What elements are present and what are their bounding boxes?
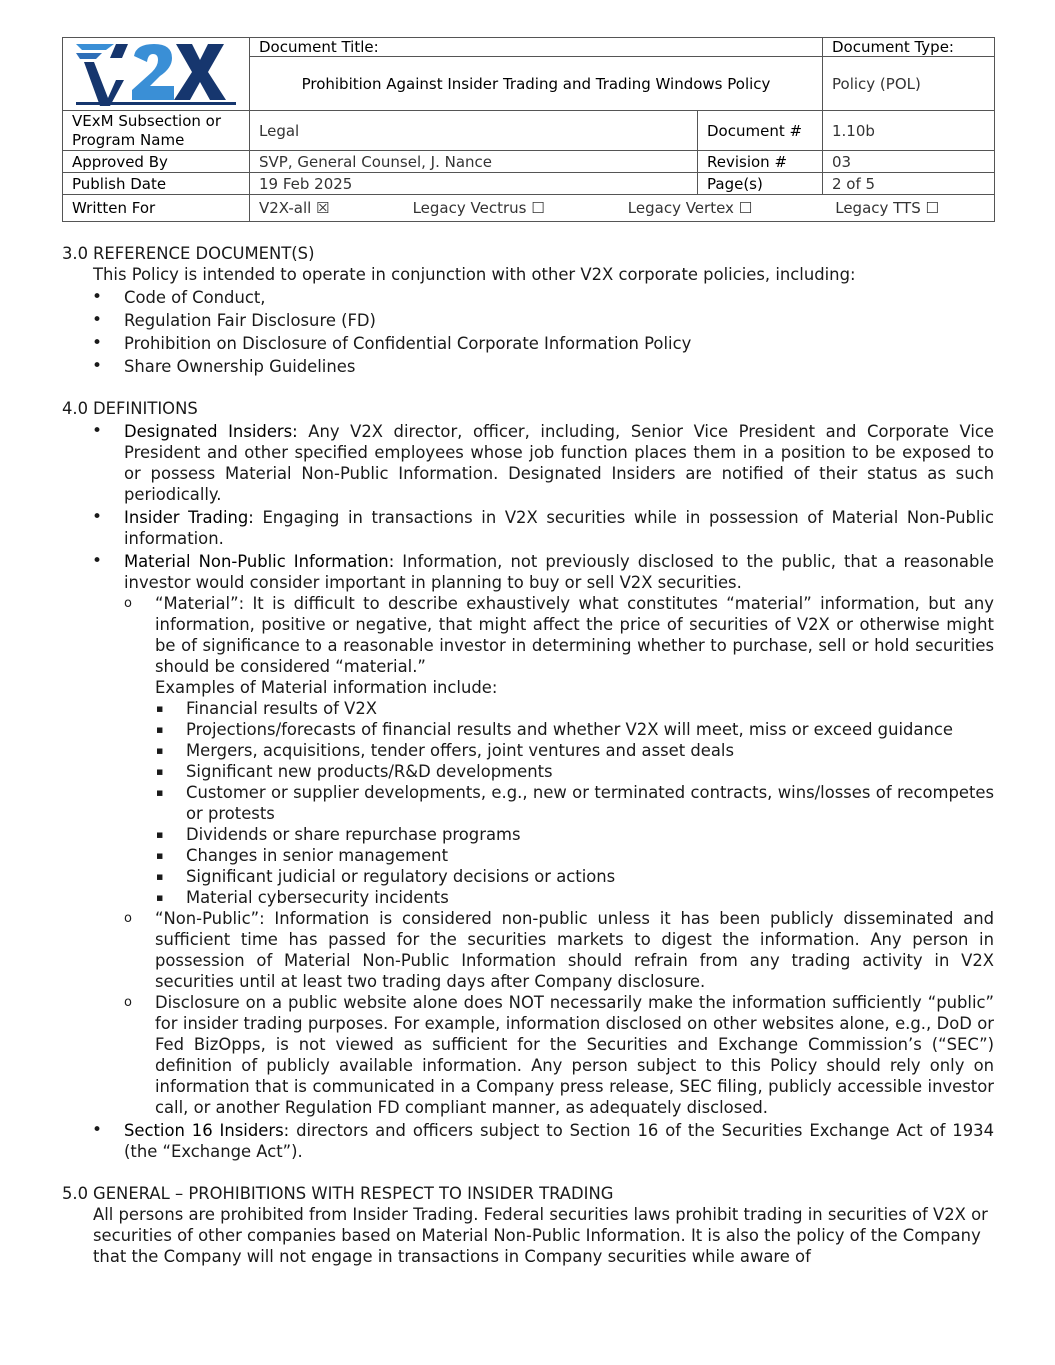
revision: 03: [823, 151, 995, 173]
revision-label: Revision #: [698, 151, 823, 173]
list-item: • Code of Conduct,: [124, 287, 994, 308]
reference-list: [62, 287, 994, 377]
doc-num-label: Document #: [698, 111, 823, 151]
pages-label: Page(s): [698, 173, 823, 195]
section-3-heading: 3.0 REFERENCE DOCUMENT(S): [62, 244, 315, 263]
written-for-legacy-tts: Legacy TTS ☐: [835, 199, 939, 217]
section-5-body: All persons are prohibited from Insider Trading. Federal securities laws prohibit trading in securities of V2X or securities of other companies based on Material Non-Public Information. It is also the policy of the Company that the Company will not engage in transactions in Company securities while aware of: [93, 1205, 988, 1266]
section-3-intro: This Policy is intended to operate in conjunction with other V2X corporate policies, including:: [93, 265, 856, 284]
document-body: [62, 243, 994, 1267]
doc-num: 1.10b: [823, 111, 995, 151]
v2x-logo: [76, 42, 236, 106]
subsection: Legal: [250, 111, 698, 151]
section-4-heading: 4.0 DEFINITIONS: [62, 399, 198, 418]
written-for-v2x-all: V2X-all ☒: [259, 199, 330, 217]
subsection-label: VExM Subsection or Program Name: [63, 111, 250, 151]
written-for-legacy-vectrus: Legacy Vectrus ☐: [412, 199, 545, 217]
doc-title-label: Document Title:: [250, 38, 823, 57]
list-item: ▪ Customer or supplier developments, e.g., new or terminated contracts, wins/losses of recompetes or protests: [186, 782, 994, 824]
list-item: ▪ Material cybersecurity incidents: [186, 887, 994, 908]
section-5-heading: 5.0 GENERAL – PROHIBITIONS WITH RESPECT TO INSIDER TRADING: [62, 1184, 614, 1203]
list-item: ▪ Projections/forecasts of financial results and whether V2X will meet, miss or exceed guidance: [186, 719, 994, 740]
written-for-options: [250, 195, 995, 222]
definition-mnpi: • Material Non-Public Information: Information, not previously disclosed to the public, that a reasonable investor would consider important in planning to buy or sell V2X securities. o “Material”: It is difficult to describe exhaustively what constitutes “material” information, but any information, positive or negative, that might affect the price of securities of V2X or otherwise might be of significance to a reasonable investor in determining whether to purchase, sell or hold securities should be considered “material.” Examples of Material information include: ▪ Financial results of V2X ▪ Projections/forecasts of financial results and whether V2X will meet, miss or exceed guidance ▪ Mergers, acquisitions, tender offers, joint ventures and asset deals ▪ Significant new products/R&D developments ▪ Customer or supplier developments, e.g., new or terminated contracts, wins/losses of recompetes or protests ▪ Dividends or share repurchase programs ▪ Changes in senior management ▪ Significant judicial or regulatory decisions or actions ▪ Material cybersecurity incidents o “Non-Public”: Information is considered non-public unless it has been publicly disseminated and sufficient time has passed for the securities markets to digest the information. Any person in possession of Material Non-Public Information should refrain from any trading activity in V2X securities until at least two trading days after Company disclosure. o Disclosure on a public website alone does NOT necessarily make the information sufficiently “public” for insider trading purposes. For example, information disclosed on other websites alone, e.g., DoD or Fed BizOpps, is not viewed as sufficient for the Securities and Exchange Commission’s (“SEC”) definition of publicly available information. Any person subject to this Policy should rely only on information that is communicated in a Company press release, SEC filing, publicly accessible investor call, or another Regulation FD compliant manner, as adequately disclosed.: [124, 551, 994, 1118]
definition-section-16-insiders: • Section 16 Insiders: directors and officers subject to Section 16 of the Securities Exchange Act of 1934 (the “Exchange Act”).: [124, 1120, 994, 1162]
logo-cell: [63, 38, 250, 111]
publish-label: Publish Date: [63, 173, 250, 195]
doc-type-label: Document Type:: [823, 38, 995, 57]
list-item: • Share Ownership Guidelines: [124, 356, 994, 377]
material-item: o “Material”: It is difficult to describe exhaustively what constitutes “material” information, but any information, positive or negative, that might affect the price of securities of V2X or otherwise might be of significance to a reasonable investor in determining whether to purchase, sell or hold securities should be considered “material.” Examples of Material information include: ▪ Financial results of V2X ▪ Projections/forecasts of financial results and whether V2X will meet, miss or exceed guidance ▪ Mergers, acquisitions, tender offers, joint ventures and asset deals ▪ Significant new products/R&D developments ▪ Customer or supplier developments, e.g., new or terminated contracts, wins/losses of recompetes or protests ▪ Dividends or share repurchase programs ▪ Changes in senior management ▪ Significant judicial or regulatory decisions or actions ▪ Material cybersecurity incidents: [155, 593, 994, 908]
doc-type: Policy (POL): [823, 57, 995, 111]
non-public-item: o “Non-Public”: Information is considered non-public unless it has been publicly disseminated and sufficient time has passed for the securities markets to digest the information. Any person in possession of Material Non-Public Information should refrain from any trading activity in V2X securities until at least two trading days after Company disclosure.: [155, 908, 994, 992]
examples-list: [155, 698, 994, 908]
pages: 2 of 5: [823, 173, 995, 195]
written-for-label: Written For: [63, 195, 250, 222]
approved-by: SVP, General Counsel, J. Nance: [250, 151, 698, 173]
publish-date: 19 Feb 2025: [250, 173, 698, 195]
approved-label: Approved By: [63, 151, 250, 173]
disclosure-item: o Disclosure on a public website alone does NOT necessarily make the information sufficiently “public” for insider trading purposes. For example, information disclosed on other websites alone, e.g., DoD or Fed BizOpps, is not viewed as sufficient for the Securities and Exchange Commission’s (“SEC”) definition of publicly available information. Any person subject to this Policy should rely only on information that is communicated in a Company press release, SEC filing, publicly accessible investor call, or another Regulation FD compliant manner, as adequately disclosed.: [155, 992, 994, 1118]
definition-insider-trading: • Insider Trading: Engaging in transactions in V2X securities while in possession of Material Non-Public information.: [124, 507, 994, 549]
examples-intro: Examples of Material information include:: [155, 678, 498, 697]
list-item: • Regulation Fair Disclosure (FD): [124, 310, 994, 331]
mnpi-sublist: [124, 593, 994, 1118]
list-item: ▪ Significant judicial or regulatory decisions or actions: [186, 866, 994, 887]
written-for-legacy-vertex: Legacy Vertex ☐: [627, 199, 753, 217]
list-item: ▪ Significant new products/R&D developments: [186, 761, 994, 782]
definitions-list: [62, 421, 994, 1162]
list-item: • Prohibition on Disclosure of Confidential Corporate Information Policy: [124, 333, 994, 354]
list-item: ▪ Changes in senior management: [186, 845, 994, 866]
list-item: ▪ Mergers, acquisitions, tender offers, joint ventures and asset deals: [186, 740, 994, 761]
list-item: ▪ Financial results of V2X: [186, 698, 994, 719]
definition-designated-insiders: • Designated Insiders: Any V2X director, officer, including, Senior Vice President and Corporate Vice President and other specified employees whose job function places them in a position to be exposed to or possess Material Non-Public Information. Designated Insiders are notified of their status as such periodically.: [124, 421, 994, 505]
document-header-table: [62, 37, 995, 222]
list-item: ▪ Dividends or share repurchase programs: [186, 824, 994, 845]
doc-title: Prohibition Against Insider Trading and Trading Windows Policy: [250, 57, 823, 111]
